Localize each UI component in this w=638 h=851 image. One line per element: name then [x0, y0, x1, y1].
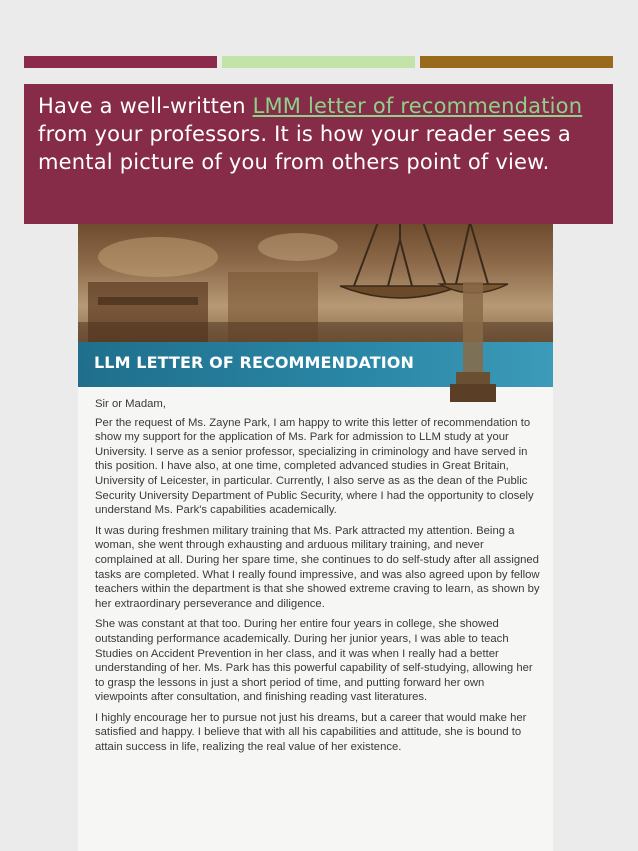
letter-body: [95, 397, 540, 761]
letter-paragraph-2: It was during freshmen military training that Ms. Park attracted my attention. Being a woman, she went through exhausting and arduous military training, and never complained at all. During her spare time, she continues to do self-study after all assigned tasks are completed. What I really found impressive, and was also agreed upon by fellow teachers within the department is that she showed extreme craving to learn, as shown by her extraordinary perseverance and diligence.: [95, 524, 540, 610]
banner-text-after: from your professors. It is how your reader sees a mental picture of you from others point of view.: [38, 122, 572, 174]
accent-bars: [0, 56, 638, 68]
accent-bar-green: [222, 56, 415, 68]
accent-bar-brown: [420, 56, 613, 68]
letter-paragraph-3: She was constant at that too. During her entire four years in college, she showed outstanding performance academically. During her junior years, I was able to teach Studies on Accident Prevention in her class, and it was when I really had a better understanding of her. Ms. Park has this powerful capability of self-studying, allowing her to grasp the lessons in just a short period of time, and putting forward her own viewpoints after consultation, and finishing reading vast literatures.: [95, 618, 533, 704]
scales-of-justice-icon: [78, 222, 553, 402]
letter-title: LLM LETTER OF RECOMMENDATION: [94, 353, 414, 372]
text-banner: [24, 84, 613, 224]
letter-image: [78, 222, 553, 851]
banner-text-before: Have a well-written: [38, 94, 253, 118]
letter-paragraph-1: Per the request of Ms. Zayne Park, I am happy to write this letter of recommendation to show my support for the application of Ms. Park for admission to LLM study at your University. I serve as a senior professor, specializing in criminology and have served in this position. I have also, at one time, completed advanced studies in Great Britain, University of Leicester, in particular. Currently, I also serve as as the dean of the Public Security University Department of Public Security, where I had the opportunity to closely understand Ms. Park's capabilities academically.: [95, 416, 534, 517]
letter-paragraph-4: I highly encourage her to pursue not just his dreams, but a career that would make her satisfied and happy. I believe that with all his capabilities and attitude, she is bound to attain success in life, realizing the real value of her existence.: [95, 711, 527, 754]
recommendation-link[interactable]: LMM letter of recommendation: [252, 94, 583, 118]
accent-bar-maroon: [24, 56, 217, 68]
banner-text: [38, 92, 601, 176]
letter-salutation: Sir or Madam,: [95, 398, 166, 410]
